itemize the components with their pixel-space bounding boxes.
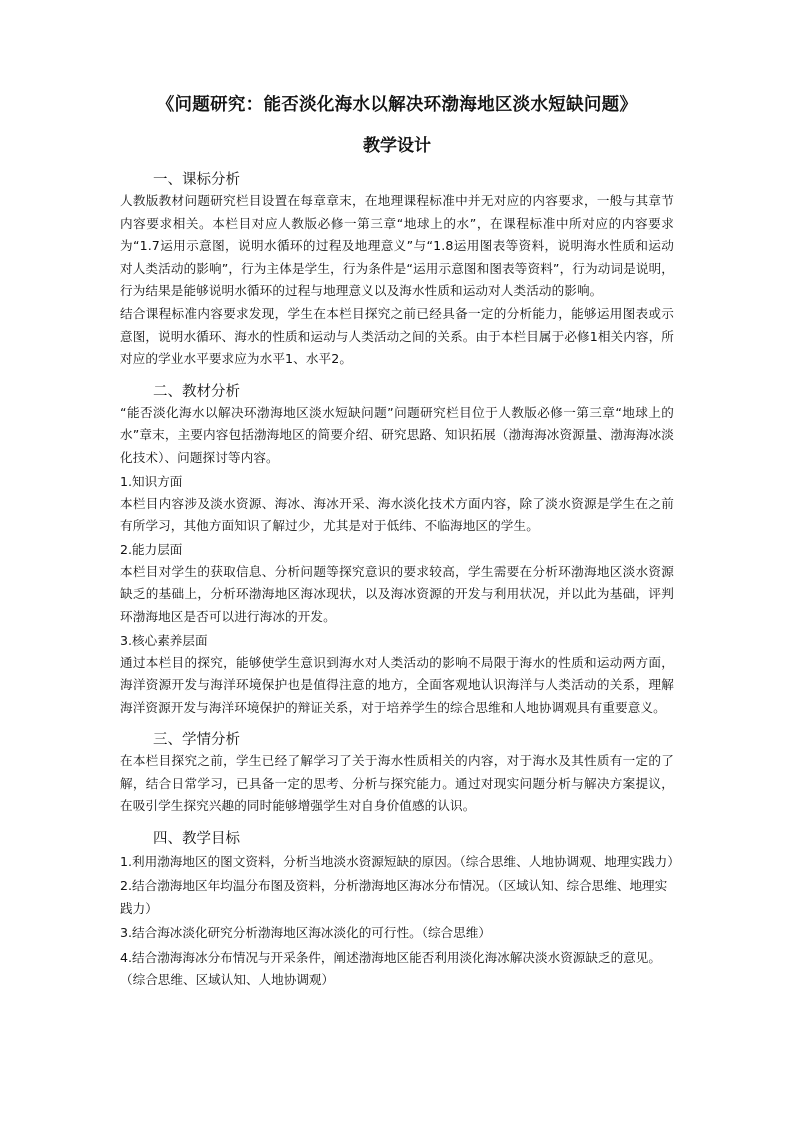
subheading: 3.核心素养层面 [120, 632, 208, 648]
section-heading: 一、课标分析 [153, 172, 240, 188]
paragraph: 人教版教材问题研究栏目设置在每章章末，在地理课程标准中并无对应的内容要求，一般与其章节内容要求相关。本栏目对应人教版必修一第三章“地球上的水”，在课程标准中所对应的内容要求为“1.7运用示意图，说明水循环的过程及地理意义”与“1.8运用图表等资料，说明海水性质和运动对人类活动的影响”，行为主体是学生，行为条件是“运用示意图和图表等资料”，行为动词是说明，行为结果是能够说明水循环的过程与地理意义以及海水性质和运动对人类活动的影响。 [120, 193, 674, 299]
paragraph: 通过本栏目的探究，能够使学生意识到海水对人类活动的影响不局限于海水的性质和运动两方面，海洋资源开发与海洋环境保护也是值得注意的地方，全面客观地认识海洋与人类活动的关系，理解海洋资源开发与海洋环境保护的辩证关系，对于培养学生的综合思维和人地协调观具有重要意义。 [120, 654, 674, 715]
objective-item: 2.结合渤海地区年均温分布图及资料，分析渤海地区海冰分布情况。（区域认知、综合思维、地理实践力） [120, 878, 668, 916]
paragraph: “能否淡化海水以解决环渤海地区淡水短缺问题”问题研究栏目位于人教版必修一第三章“地球上的水”章末，主要内容包括渤海地区的简要介绍、研究思路、知识拓展（渤海海冰资源量、渤海海冰淡化技术）、问题探讨等内容。 [120, 404, 674, 465]
paragraph: 在本栏目探究之前，学生已经了解学习了关于海水性质相关的内容，对于海水及其性质有一定的了解，结合日常学习，已具备一定的思考、分析与探究能力。通过对现实问题分析与解决方案提议，在吸引学生探究兴趣的同时能够增强学生对自身价值感的认识。 [120, 753, 674, 814]
subheading: 2.能力层面 [120, 541, 183, 557]
section-heading: 三、学情分析 [153, 732, 240, 749]
document-page [120, 93, 680, 992]
section-teaching-objectives [120, 829, 680, 991]
document-title: 《问题研究：能否淡化海水以解决环渤海地区淡水短缺问题》 [156, 95, 638, 115]
paragraph: 本栏目内容涉及淡水资源、海冰、海冰开采、海水淡化技术方面内容，除了淡水资源是学生在之前有所学习，其他方面知识了解过少，尤其是对于低纬、不临海地区的学生。 [120, 495, 674, 534]
objective-item: 4.结合渤海海冰分布情况与开采条件，阐述渤海地区能否利用淡化海冰解决淡水资源缺乏的意见。（综合思维、区域认知、人地协调观） [120, 949, 661, 988]
paragraph: 结合课程标准内容要求发现，学生在本栏目探究之前已经具备一定的分析能力，能够运用图表或示意图，说明水循环、海水的性质和运动与人类活动之间的关系。由于本栏目属于必修1相关内容，所对应的学业水平要求应为水平1、水平2。 [120, 305, 674, 367]
document-subtitle: 教学设计 [363, 136, 431, 156]
section-heading: 二、教材分析 [153, 383, 240, 400]
subheading: 1.知识方面 [120, 473, 183, 489]
objective-item: 1.利用渤海地区的图文资料，分析当地淡水资源短缺的原因。（综合思维、人地协调观、地理实践力） [120, 854, 680, 870]
section-learner-analysis [120, 730, 674, 818]
section-curriculum-analysis [120, 170, 674, 371]
section-heading: 四、教学目标 [153, 831, 240, 848]
section-textbook-analysis [120, 382, 674, 720]
objective-item: 3.结合海冰淡化研究分析渤海地区海冰淡化的可行性。（综合思维） [120, 925, 491, 941]
paragraph: 本栏目对学生的获取信息、分析问题等探究意识的要求较高，学生需要在分析环渤海地区淡水资源缺乏的基础上，分析环渤海地区海冰现状，以及海冰资源的开发与利用状况，并以此为基础，评判环渤海地区是否可以进行海冰的开发。 [120, 563, 674, 624]
